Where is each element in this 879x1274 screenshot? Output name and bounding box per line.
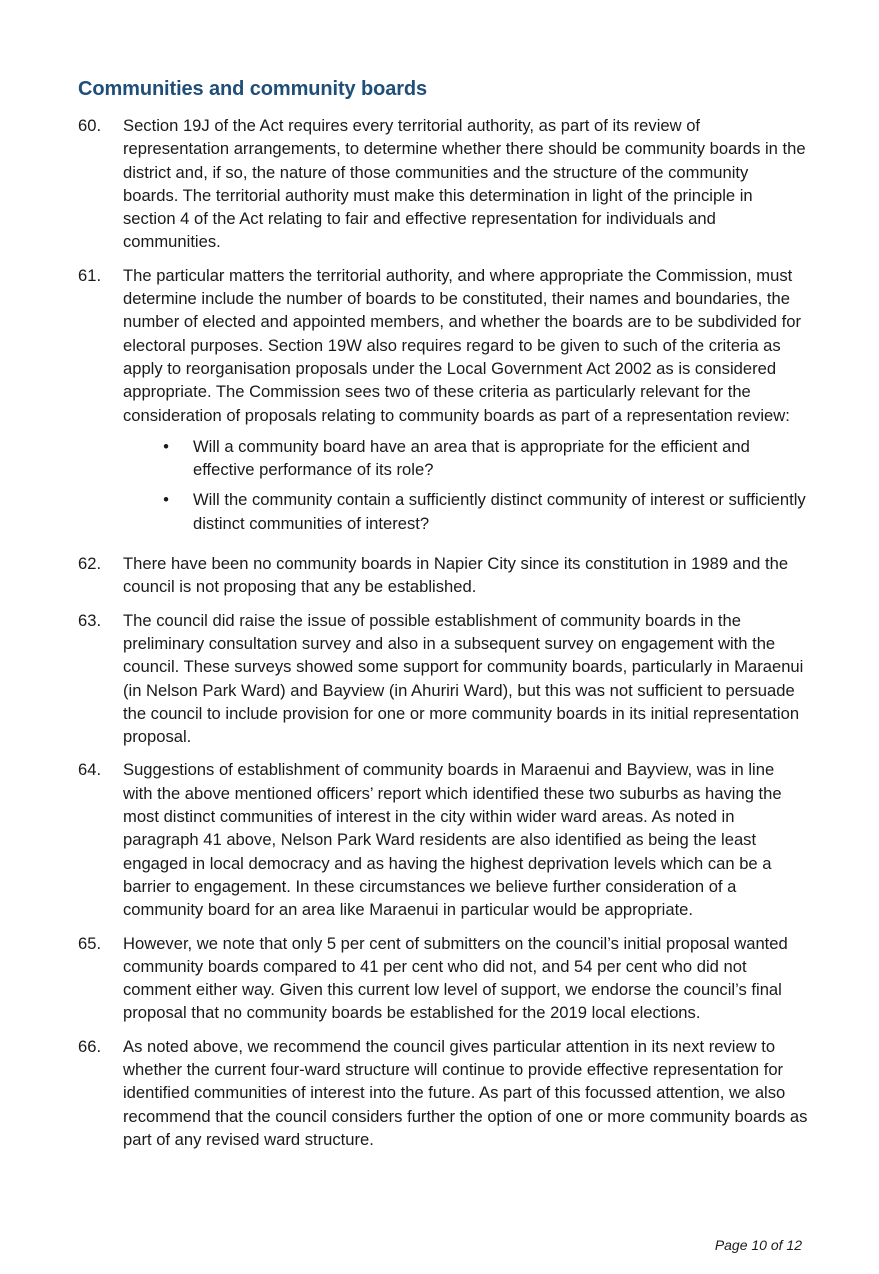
paragraph-text: There have been no community boards in Napier City since its constitution in 1989 and the council is not proposing that any be established. — [123, 554, 789, 597]
list-item — [123, 488, 808, 535]
criteria-list — [123, 435, 808, 535]
paragraph-text: Suggestions of establishment of community boards in Maraenui and Bayview, was in line with the above mentioned officers’ report which identified these two suburbs as having the most distinct communities of interest in the city within wider ward areas. As noted in paragraph 41 above, Nelson Park Ward residents are also identified as being the least engaged in local democracy and as having the highest deprivation levels which can be a barrier to engagement. In these circumstances we believe further consideration of a community board for an area like Maraenui in particular would be appropriate. — [123, 760, 782, 920]
list-item-text: Will the community contain a sufficiently distinct community of interest or sufficiently distinct communities of interest? — [193, 490, 806, 533]
paragraph-61 — [78, 264, 808, 542]
numbered-paragraphs — [78, 114, 808, 1161]
paragraph-number: 62. — [78, 554, 102, 574]
paragraph-text: As noted above, we recommend the council gives particular attention in its next review to whether the current four-ward structure will continue to provide effective representation for identified communities of interest into the future. As part of this focussed attention, we also recommend that the council considers further the option of one or more community boards as part of any revised ward structure. — [123, 1036, 808, 1149]
paragraph-number: 61. — [78, 265, 102, 285]
paragraph-number: 65. — [78, 933, 102, 953]
paragraph-64 — [78, 758, 808, 921]
paragraph-63 — [78, 609, 808, 749]
paragraph-body — [123, 264, 808, 542]
paragraph-62 — [78, 552, 808, 599]
section-heading: Communities and community boards — [78, 78, 428, 100]
paragraph-number: 66. — [78, 1036, 102, 1056]
paragraph-text: However, we note that only 5 per cent of submitters on the council’s initial proposal wanted community boards compared to 41 per cent who did not, and 54 per cent who did not comment either way. Given this current low level of support, we endorse the council’s final proposal that no community boards be established for the 2019 local elections. — [123, 933, 788, 1023]
paragraph-number: 63. — [78, 610, 102, 630]
paragraph-66 — [78, 1035, 808, 1151]
bullet-icon: • — [163, 436, 169, 456]
paragraph-65 — [78, 932, 808, 1025]
paragraph-number: 60. — [78, 116, 102, 135]
paragraph-text: The particular matters the territorial authority, and where appropriate the Commission, must determine include the number of boards to be constituted, their names and boundaries, the number of elected and appointed members, and whether the boards are to be subdivided for electoral purposes. Section 19W also requires regard to be given to such of the criteria as apply to reorganisation proposals under the Local Government Act 2002 as is considered appropriate. The Commission sees two of these criteria as particularly relevant for the consideration of proposals relating to community boards as part of a representation review: — [123, 265, 802, 425]
list-item — [123, 435, 808, 482]
bullet-icon: • — [163, 490, 169, 510]
paragraph-number: 64. — [78, 760, 102, 780]
paragraph-60 — [78, 114, 808, 254]
paragraph-text: Section 19J of the Act requires every territorial authority, as part of its review of representation arrangements, to determine whether there should be community boards in the district and, if so, the nature of those communities and the structure of the community boards. The territorial authority must make this determination in light of the principle in section 4 of the Act relating to fair and effective representation for individuals and communities. — [123, 116, 806, 252]
list-item-text: Will a community board have an area that is appropriate for the efficient and effective performance of its role? — [193, 436, 750, 480]
page-number: Page 10 of 12 — [714, 1237, 802, 1253]
paragraph-text: The council did raise the issue of possible establishment of community boards in the preliminary consultation survey and also in a subsequent survey on engagement with the council. These surveys showed some support for community boards, particularly in Maraenui (in Nelson Park Ward) and Bayview (in Ahuriri Ward), but this was not sufficient to persuade the council to include provision for one or more community boards in its initial representation proposal. — [123, 610, 804, 747]
